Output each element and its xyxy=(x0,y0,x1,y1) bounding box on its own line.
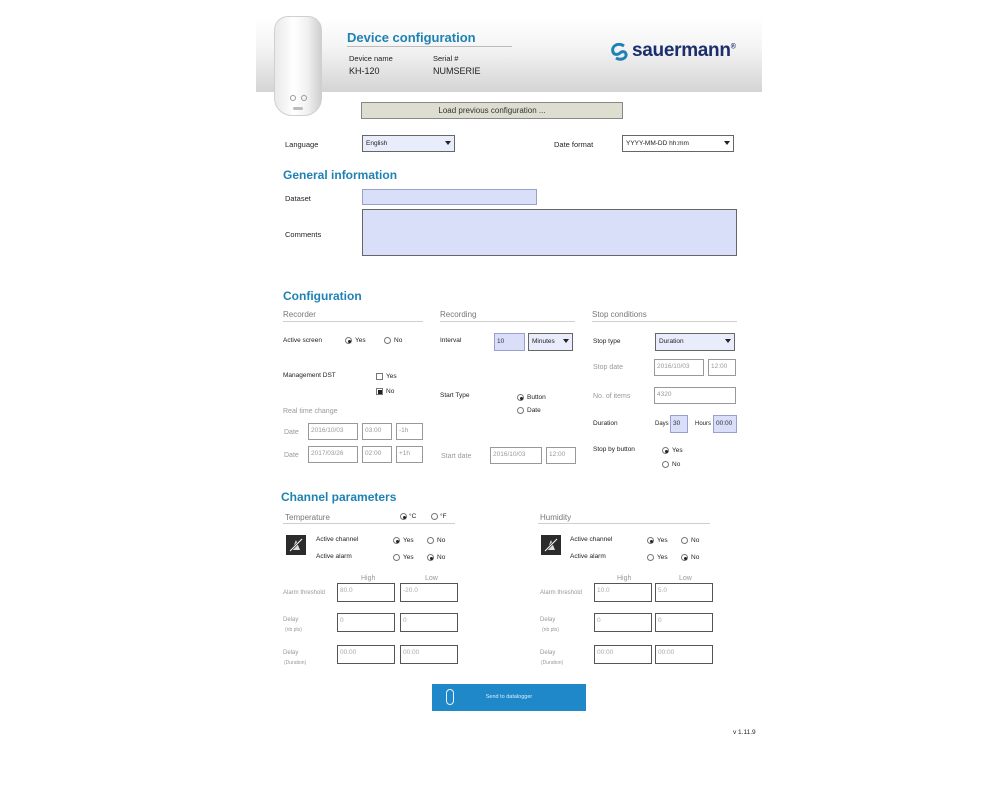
real-time-change-label: Real time change xyxy=(283,408,338,415)
temp-active-alarm-no-radio[interactable] xyxy=(427,554,434,561)
hum-active-channel-no-radio[interactable] xyxy=(681,537,688,544)
start-date-label: Start date xyxy=(441,453,472,460)
stop-type-label: Stop type xyxy=(593,338,621,345)
hum-delay-points-sub: (nb pts) xyxy=(542,627,559,633)
dst-time-input-2[interactable]: 02:00 xyxy=(362,446,392,463)
dst-offset-input-1[interactable]: -1h xyxy=(396,423,423,440)
stop-conditions-heading: Stop conditions xyxy=(592,310,647,319)
stop-by-button-no-radio[interactable] xyxy=(662,461,669,468)
temp-low-label: Low xyxy=(425,575,438,582)
interval-label: Interval xyxy=(440,337,462,344)
dst-no-checkbox[interactable] xyxy=(376,388,383,395)
start-type-button-label: Button xyxy=(527,394,546,401)
hum-active-alarm-no-label: No xyxy=(691,554,700,561)
hum-delay-duration-sub: (Duration) xyxy=(541,660,564,666)
duration-days-input[interactable]: 30 xyxy=(670,415,688,433)
start-time-input[interactable]: 12:00 xyxy=(546,447,576,464)
interval-unit-value: Minutes xyxy=(532,338,555,345)
unit-celsius-radio[interactable] xyxy=(400,513,407,520)
page-title: Device configuration xyxy=(347,30,476,45)
hum-delay-duration-low-input[interactable]: 00:00 xyxy=(655,645,713,664)
hum-active-channel-yes-radio[interactable] xyxy=(647,537,654,544)
duration-hours-input[interactable]: 00:00 xyxy=(713,415,737,433)
send-to-datalogger-button[interactable] xyxy=(432,684,586,711)
dst-yes-checkbox[interactable] xyxy=(376,373,383,380)
temp-active-channel-no-radio[interactable] xyxy=(427,537,434,544)
temp-threshold-high-input[interactable]: 80.0 xyxy=(337,583,395,602)
stop-date-label: Stop date xyxy=(593,364,623,371)
hum-delay-duration-label: Delay xyxy=(540,650,556,656)
device-led-icon xyxy=(293,107,303,110)
date-format-label: Date format xyxy=(554,140,594,149)
dst-no-label: No xyxy=(386,388,395,395)
device-button-icon xyxy=(301,95,307,101)
language-select-value: English xyxy=(366,140,388,147)
interval-input[interactable]: 10 xyxy=(494,333,525,351)
sauermann-logo-icon xyxy=(610,43,630,61)
version-label: v 1.11.9 xyxy=(733,729,756,736)
dataset-input[interactable] xyxy=(362,189,537,205)
hum-delay-duration-high-input[interactable]: 00:00 xyxy=(594,645,652,664)
temp-delay-points-sub: (nb pts) xyxy=(285,627,302,633)
temperature-alarm-off-icon xyxy=(286,535,306,555)
temp-delay-duration-label: Delay xyxy=(283,650,299,656)
serial-label: Serial # xyxy=(433,54,459,63)
duration-label: Duration xyxy=(593,420,618,427)
dst-time-input-1[interactable]: 03:00 xyxy=(362,423,392,440)
date-format-select-value: YYYY-MM-DD hh:mm xyxy=(626,140,689,147)
stop-by-button-yes-label: Yes xyxy=(672,447,683,454)
general-information-heading: General information xyxy=(283,168,398,182)
active-screen-no-label: No xyxy=(394,337,403,344)
chevron-down-icon xyxy=(725,339,731,343)
temp-delay-points-high-input[interactable]: 0 xyxy=(337,613,395,632)
channel-parameters-heading: Channel parameters xyxy=(281,490,397,504)
hum-active-alarm-label: Active alarm xyxy=(570,553,606,560)
device-name-value: KH-120 xyxy=(349,66,380,76)
temp-delay-points-label: Delay xyxy=(283,617,299,623)
temp-delay-duration-sub: (Duration) xyxy=(284,660,307,666)
temperature-divider xyxy=(283,523,455,524)
start-type-date-radio[interactable] xyxy=(517,407,524,414)
hum-delay-points-low-input[interactable]: 0 xyxy=(655,613,713,632)
dst-date-input-2[interactable]: 2017/03/26 xyxy=(308,446,358,463)
hum-active-channel-yes-label: Yes xyxy=(657,537,668,544)
start-type-button-radio[interactable] xyxy=(517,394,524,401)
date-format-select[interactable] xyxy=(622,135,734,152)
active-screen-no-radio[interactable] xyxy=(384,337,391,344)
hum-alarm-threshold-label: Alarm threshold xyxy=(540,590,583,596)
recording-divider xyxy=(440,321,575,322)
hum-delay-points-high-input[interactable]: 0 xyxy=(594,613,652,632)
stop-by-button-no-label: No xyxy=(672,461,681,468)
recorder-divider xyxy=(283,321,423,322)
active-screen-label: Active screen xyxy=(283,337,323,344)
dst-yes-label: Yes xyxy=(386,373,397,380)
chevron-down-icon xyxy=(724,141,730,145)
temp-active-alarm-yes-label: Yes xyxy=(403,554,414,561)
start-type-date-label: Date xyxy=(527,407,541,414)
temp-active-alarm-label: Active alarm xyxy=(316,553,352,560)
hum-high-label: High xyxy=(617,575,632,582)
stop-time-input[interactable]: 12:00 xyxy=(708,359,736,376)
stop-conditions-divider xyxy=(592,321,737,322)
temp-alarm-threshold-label: Alarm threshold xyxy=(283,590,326,596)
hum-active-channel-no-label: No xyxy=(691,537,700,544)
load-previous-configuration-button[interactable]: Load previous configuration ... xyxy=(361,102,623,119)
hum-active-channel-label: Active channel xyxy=(570,536,613,543)
active-screen-yes-label: Yes xyxy=(355,337,366,344)
number-of-items-label: No. of items xyxy=(593,393,631,400)
temp-threshold-low-input[interactable]: -20.0 xyxy=(400,583,458,602)
dst-offset-input-2[interactable]: +1h xyxy=(396,446,423,463)
temp-active-channel-yes-radio[interactable] xyxy=(393,537,400,544)
brand-logo: sauermann® xyxy=(632,40,736,61)
interval-unit-select[interactable] xyxy=(528,333,573,351)
comments-textarea[interactable] xyxy=(362,209,737,256)
datalogger-icon xyxy=(446,689,454,705)
temperature-heading: Temperature xyxy=(285,513,330,522)
dst-date-input-1[interactable]: 2016/10/03 xyxy=(308,423,358,440)
hum-active-alarm-no-radio[interactable] xyxy=(681,554,688,561)
temp-active-alarm-no-label: No xyxy=(437,554,446,561)
serial-value: NUMSERIE xyxy=(433,66,481,76)
humidity-divider xyxy=(538,523,710,524)
temp-active-alarm-yes-radio[interactable] xyxy=(393,554,400,561)
start-date-input[interactable]: 2016/10/03 xyxy=(490,447,542,464)
chevron-down-icon xyxy=(445,141,451,145)
temp-delay-duration-low-input[interactable]: 00:00 xyxy=(400,645,458,664)
management-dst-label: Management DST xyxy=(283,372,336,379)
device-button-icon xyxy=(290,95,296,101)
stop-type-value: Duration xyxy=(659,338,684,345)
active-screen-yes-radio[interactable] xyxy=(345,337,352,344)
hum-low-label: Low xyxy=(679,575,692,582)
stop-type-select[interactable] xyxy=(655,333,735,351)
hum-threshold-low-input[interactable]: 5.0 xyxy=(655,583,713,602)
dataset-label: Dataset xyxy=(285,194,311,203)
unit-fahrenheit-label: °F xyxy=(440,513,447,520)
comments-label: Comments xyxy=(285,230,322,239)
temp-active-channel-yes-label: Yes xyxy=(403,537,414,544)
unit-celsius-label: °C xyxy=(409,513,417,520)
humidity-alarm-off-icon xyxy=(541,535,561,555)
number-of-items-input[interactable]: 4320 xyxy=(654,387,736,404)
chevron-down-icon xyxy=(563,339,569,343)
unit-fahrenheit-radio[interactable] xyxy=(431,513,438,520)
title-divider xyxy=(347,46,512,47)
dst-date-label-2: Date xyxy=(284,452,299,459)
temp-delay-points-low-input[interactable]: 0 xyxy=(400,613,458,632)
hum-active-alarm-yes-label: Yes xyxy=(657,554,668,561)
humidity-heading: Humidity xyxy=(540,513,572,522)
configuration-heading: Configuration xyxy=(283,289,362,303)
hum-delay-points-label: Delay xyxy=(540,617,556,623)
recording-heading: Recording xyxy=(440,310,477,319)
temp-active-channel-label: Active channel xyxy=(316,536,359,543)
days-label: Days xyxy=(655,421,669,427)
hours-label: Hours xyxy=(695,421,712,427)
datalogger-device-image xyxy=(274,16,322,116)
stop-date-input[interactable]: 2016/10/03 xyxy=(654,359,704,376)
device-name-label: Device name xyxy=(349,54,393,63)
language-select[interactable] xyxy=(362,135,455,152)
stop-by-button-label: Stop by button xyxy=(593,446,635,453)
dst-date-label-1: Date xyxy=(284,429,299,436)
language-label: Language xyxy=(285,140,319,149)
start-type-label: Start Type xyxy=(440,392,470,399)
send-to-datalogger-label: Send to datalogger xyxy=(485,694,533,700)
temp-active-channel-no-label: No xyxy=(437,537,446,544)
hum-active-alarm-yes-radio[interactable] xyxy=(647,554,654,561)
temp-high-label: High xyxy=(361,575,376,582)
hum-threshold-high-input[interactable]: 10.0 xyxy=(594,583,652,602)
temp-delay-duration-high-input[interactable]: 00:00 xyxy=(337,645,395,664)
stop-by-button-yes-radio[interactable] xyxy=(662,447,669,454)
recorder-heading: Recorder xyxy=(283,310,316,319)
